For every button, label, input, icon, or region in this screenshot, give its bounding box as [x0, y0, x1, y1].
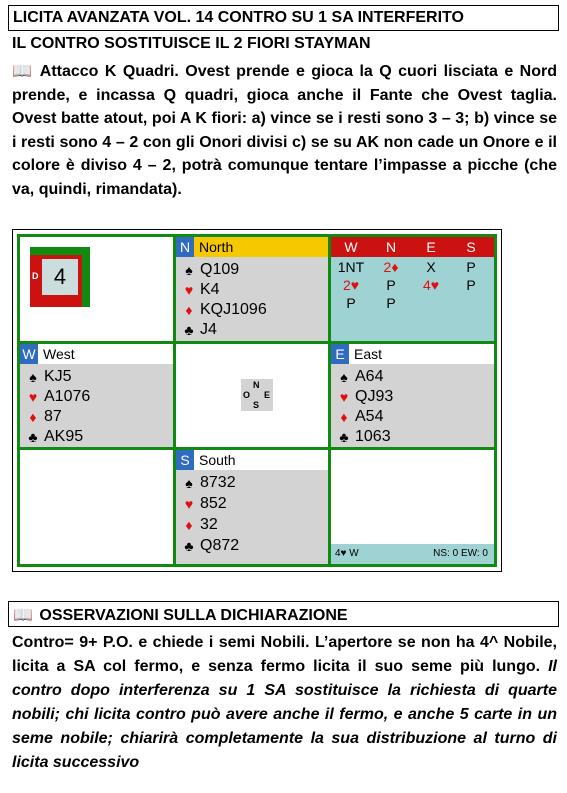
compass-s: S [253, 400, 260, 410]
east-spades: A64 [355, 368, 384, 385]
south-spades: 8732 [200, 474, 236, 491]
bid-cell: 4♥ [422, 277, 440, 293]
seat-west: W [20, 344, 38, 364]
result-cell [331, 450, 494, 564]
heart-icon: ♥ [184, 496, 194, 512]
north-spades: Q109 [200, 261, 240, 278]
section-text-italic: Il contro dopo interferenza su 1 SA sostituisce la richiesta di quarte nobili; chi licita contro può avere anche il fermo, e anche 5 carte in un seme nobile; chiarirà completamente la sua distribuzione al turno di licita successivo [12, 658, 557, 771]
heart-icon: ♥ [184, 282, 194, 298]
club-icon: ♣ [184, 322, 194, 338]
club-icon: ♣ [28, 429, 38, 445]
east-clubs: 1063 [355, 428, 391, 445]
diamond-icon: ♦ [185, 302, 193, 318]
hand-east [331, 344, 494, 447]
bid-header-w: W [344, 239, 358, 255]
page-subtitle: IL CONTRO SOSTITUISCE IL 2 FIORI STAYMAN [12, 35, 371, 52]
south-name: South [199, 452, 236, 468]
heart-icon: ♥ [339, 389, 349, 405]
empty-cell [20, 450, 173, 564]
dealer-frame [30, 247, 90, 307]
dealer-letter: D [32, 271, 39, 281]
bid-header-s: S [466, 239, 476, 255]
bid-header-e: E [426, 239, 436, 255]
bidding-table [331, 237, 494, 341]
compass-icon [241, 379, 273, 411]
bid-cell: X [426, 259, 436, 275]
book-icon: 📖 [13, 607, 33, 624]
board-number-cell [20, 237, 173, 341]
east-header [331, 344, 494, 364]
bid-cell: P [346, 295, 356, 311]
south-clubs: Q872 [200, 537, 240, 554]
east-diamonds: A54 [355, 408, 384, 425]
page-title-box [8, 5, 559, 31]
compass-n: N [253, 380, 260, 390]
west-clubs: AK95 [44, 428, 84, 445]
diamond-icon: ♦ [185, 517, 193, 533]
bid-header-n: N [385, 239, 397, 255]
board-grid [17, 234, 497, 567]
bid-cell: 2♦ [383, 259, 399, 275]
bid-cell: P [386, 295, 396, 311]
hand-south [176, 450, 328, 564]
book-icon: 📖 [12, 63, 32, 80]
hand-west [20, 344, 173, 447]
north-clubs: J4 [200, 321, 217, 338]
east-name: East [354, 346, 383, 362]
compass-e: E [264, 390, 271, 400]
hand-north [176, 237, 328, 341]
seat-north: N [176, 237, 194, 257]
north-header [176, 237, 328, 257]
north-name: North [199, 239, 234, 255]
west-hearts: A1076 [44, 388, 91, 405]
spade-icon: ♠ [185, 475, 193, 491]
south-diamonds: 32 [200, 516, 218, 533]
dealer-indicator [30, 247, 125, 335]
heart-icon: ♥ [28, 389, 38, 405]
diamond-icon: ♦ [340, 409, 348, 425]
west-spades: KJ5 [44, 368, 72, 385]
center-cell [176, 344, 328, 447]
board-number: 4 [42, 259, 78, 295]
spade-icon: ♠ [29, 369, 37, 385]
section-paragraph [12, 631, 557, 775]
contract: 4♥ W [335, 548, 359, 559]
spade-icon: ♠ [340, 369, 348, 385]
diamond-icon: ♦ [29, 409, 37, 425]
bidding-header [331, 237, 494, 257]
club-icon: ♣ [339, 429, 349, 445]
bid-cell: 2♥ [342, 277, 360, 293]
east-hearts: QJ93 [355, 388, 394, 405]
west-header [20, 344, 173, 364]
spade-icon: ♠ [185, 262, 193, 278]
section-title-box [8, 601, 559, 627]
west-name: West [43, 346, 75, 362]
section-title: OSSERVAZIONI SULLA DICHIARAZIONE [39, 607, 348, 624]
bid-cell: P [466, 259, 476, 275]
south-header [176, 450, 328, 470]
club-icon: ♣ [184, 538, 194, 554]
bid-cell: P [466, 277, 476, 293]
seat-south: S [176, 450, 194, 470]
lead-text: Attacco K Quadri. Ovest prende e gioca la Q cuori lisciata e Nord prende, e incassa Q quadri, gioca anche il Fante che Ovest taglia. Ovest batte atout, poi A K fiori: a) vince se i resti sono 3 – 3; b) vince se i resti sono 4 – 2 con gli Onori divisi c) se su AK non cade un Onore e il colore è diviso 4 – 2, potrà comunque tentare l’impasse a picche (che va, quindi, rimandata). [12, 63, 557, 198]
section-text: Contro= 9+ P.O. e chiede i semi Nobili. L’apertore se non ha 4^ Nobile, licita a SA col fermo, e senza fermo licita il suo seme più lungo. [12, 634, 557, 675]
south-hearts: 852 [200, 495, 227, 512]
west-diamonds: 87 [44, 408, 62, 425]
seat-east: E [331, 344, 349, 364]
bid-cell: 1NT [337, 259, 365, 275]
result-bar [331, 544, 494, 564]
compass-o: O [243, 390, 251, 400]
north-diamonds: KQJ1096 [200, 301, 267, 318]
lead-paragraph [12, 60, 557, 201]
bid-cell: P [386, 277, 396, 293]
score: NS: 0 EW: 0 [433, 548, 488, 559]
bridge-board [12, 229, 502, 572]
north-hearts: K4 [200, 281, 220, 298]
page-title: LICITA AVANZATA VOL. 14 CONTRO SU 1 SA INTERFERITO [13, 9, 464, 26]
